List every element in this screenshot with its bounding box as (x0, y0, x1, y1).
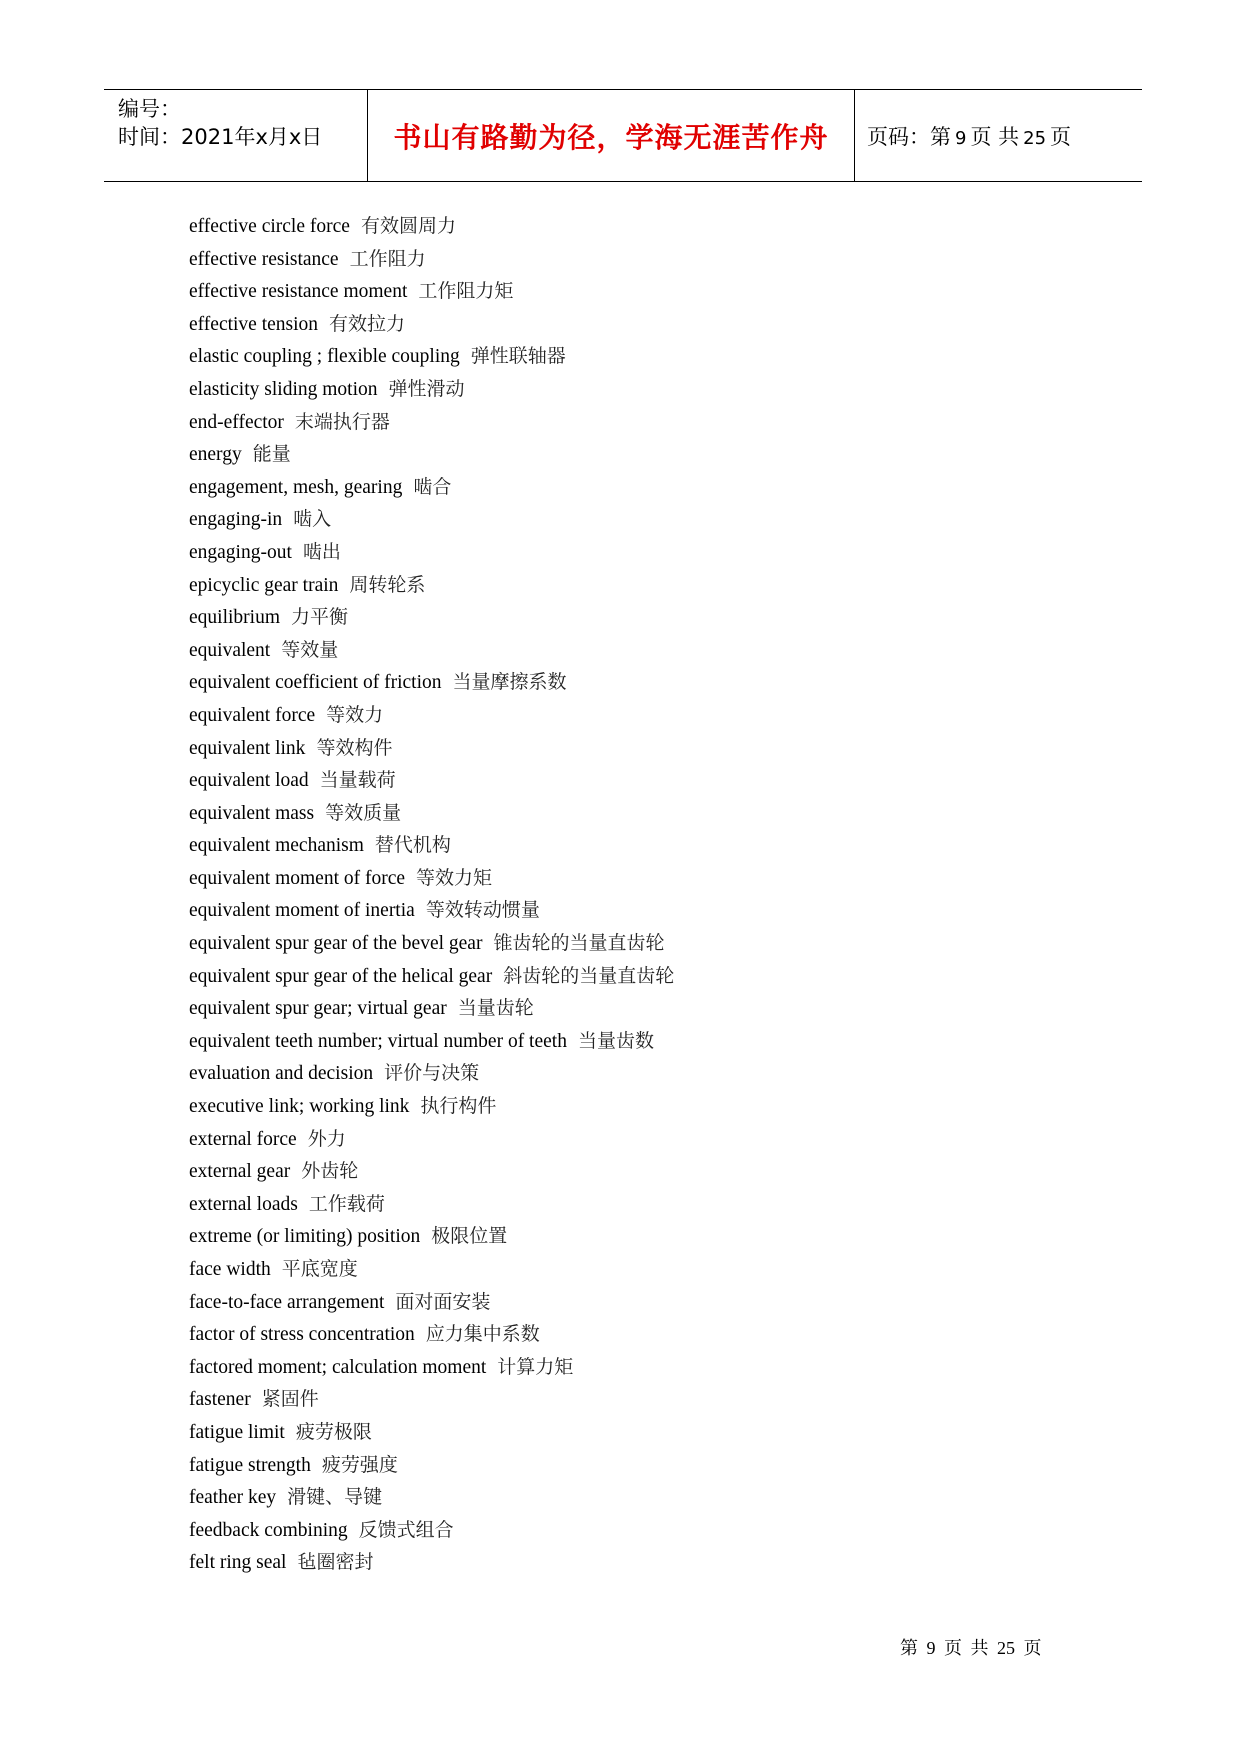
footer-prefix: 第 (900, 1638, 918, 1658)
glossary-entry (189, 1449, 1089, 1482)
term-english: equivalent load (189, 770, 309, 792)
term-english: equivalent link (189, 737, 306, 759)
glossary-entry (189, 503, 1089, 536)
term-english: feedback combining (189, 1519, 348, 1541)
term-chinese: 弹性滑动 (388, 377, 465, 400)
term-english: elasticity sliding motion (189, 378, 378, 400)
header-table (104, 89, 1142, 182)
glossary-entry (189, 1383, 1089, 1416)
glossary-list (189, 210, 1089, 1579)
term-chinese: 等效力矩 (416, 866, 493, 889)
glossary-entry (189, 1220, 1089, 1253)
footer-suffix: 页 (1023, 1638, 1042, 1658)
term-english: equivalent coefficient of friction (189, 672, 442, 694)
glossary-entry (189, 1481, 1089, 1514)
glossary-entry (189, 601, 1089, 634)
term-english: evaluation and decision (189, 1063, 374, 1085)
term-english: executive link; working link (189, 1096, 410, 1118)
glossary-entry (189, 634, 1089, 667)
term-chinese: 力平衡 (291, 606, 349, 629)
glossary-entry (189, 1025, 1089, 1058)
term-english: face-to-face arrangement (189, 1291, 385, 1313)
term-chinese: 等效构件 (316, 736, 393, 759)
term-english: equivalent spur gear of the bevel gear (189, 933, 483, 955)
glossary-entry (189, 699, 1089, 732)
term-chinese: 执行构件 (420, 1095, 497, 1118)
term-english: equivalent spur gear of the helical gear (189, 965, 493, 987)
glossary-entry (189, 764, 1089, 797)
term-chinese: 平底宽度 (281, 1258, 358, 1280)
term-chinese: 面对面安装 (395, 1290, 491, 1313)
glossary-entry (189, 243, 1089, 276)
term-chinese: 工作阻力 (349, 247, 426, 270)
term-chinese: 能量 (252, 443, 291, 466)
term-chinese: 有效圆周力 (360, 215, 456, 237)
document-time-label: 时间：2021年x月x日 (118, 125, 323, 149)
glossary-entry (189, 340, 1089, 373)
term-english: fatigue limit (189, 1421, 285, 1443)
glossary-entry (189, 1090, 1089, 1123)
footer-mid: 页 共 (944, 1638, 989, 1658)
term-english: engaging-in (189, 509, 283, 531)
glossary-entry (189, 927, 1089, 960)
glossary-entry (189, 1188, 1089, 1221)
term-english: energy (189, 444, 242, 466)
term-english: external loads (189, 1193, 298, 1215)
term-english: engaging-out (189, 541, 292, 563)
term-chinese: 极限位置 (431, 1225, 508, 1248)
header-page-prefix: 页码：第 (867, 124, 951, 149)
term-english: elastic coupling ; flexible coupling (189, 346, 460, 368)
glossary-entry (189, 569, 1089, 602)
header-page-current: 9 (955, 127, 967, 149)
term-english: equivalent teeth number; virtual number of teeth (189, 1030, 567, 1052)
glossary-entry (189, 1057, 1089, 1090)
term-chinese: 啮合 (413, 475, 452, 498)
document-number-label: 编号： (118, 97, 181, 121)
header-page-total: 25 (1023, 127, 1047, 149)
glossary-entry (189, 1318, 1089, 1351)
glossary-entry (189, 894, 1089, 927)
term-chinese: 替代机构 (374, 834, 451, 857)
term-chinese: 当量齿轮 (457, 997, 534, 1020)
glossary-entry (189, 1416, 1089, 1449)
term-english: engagement, mesh, gearing (189, 476, 403, 498)
term-chinese: 啮入 (293, 508, 332, 531)
header-page-mid: 页 共 (970, 124, 1020, 149)
term-english: equivalent (189, 639, 271, 661)
term-english: extreme (or limiting) position (189, 1226, 421, 1248)
term-english: epicyclic gear train (189, 574, 339, 596)
term-english: fatigue strength (189, 1454, 311, 1476)
term-english: face width (189, 1259, 271, 1280)
term-english: equivalent mechanism (189, 835, 364, 857)
term-chinese: 弹性联轴器 (470, 345, 566, 368)
header-page-code (867, 121, 1071, 151)
term-chinese: 有效拉力 (329, 312, 406, 335)
term-english: effective circle force (189, 216, 350, 237)
term-chinese: 等效力 (326, 703, 384, 726)
term-chinese: 反馈式组合 (358, 1518, 454, 1541)
term-english: equivalent moment of force (189, 867, 406, 889)
header-info-cell (104, 90, 367, 181)
term-english: end-effector (189, 411, 284, 433)
term-chinese: 紧固件 (261, 1388, 319, 1411)
term-chinese: 疲劳强度 (321, 1453, 398, 1476)
term-english: felt ring seal (189, 1552, 287, 1574)
term-chinese: 等效量 (281, 638, 339, 661)
glossary-entry (189, 536, 1089, 569)
glossary-entry (189, 666, 1089, 699)
term-english: equivalent mass (189, 802, 315, 824)
term-english: factor of stress concentration (189, 1324, 415, 1346)
glossary-entry (189, 960, 1089, 993)
term-english: fastener (189, 1389, 251, 1411)
term-chinese: 工作阻力矩 (418, 280, 514, 303)
term-english: effective resistance (189, 248, 339, 270)
glossary-entry (189, 1286, 1089, 1319)
term-chinese: 等效质量 (325, 801, 402, 824)
term-chinese: 疲劳极限 (295, 1420, 372, 1443)
term-chinese: 外力 (307, 1127, 346, 1150)
term-english: equivalent spur gear; virtual gear (189, 998, 447, 1020)
glossary-entry (189, 406, 1089, 439)
term-chinese: 当量摩擦系数 (452, 671, 567, 694)
header-page-suffix: 页 (1050, 124, 1072, 149)
term-chinese: 等效转动惯量 (425, 899, 540, 922)
term-chinese: 评价与决策 (384, 1062, 480, 1085)
glossary-entry (189, 732, 1089, 765)
glossary-entry (189, 862, 1089, 895)
term-english: equivalent force (189, 704, 316, 726)
term-english: equivalent moment of inertia (189, 900, 415, 922)
term-chinese: 当量载荷 (319, 769, 396, 792)
term-chinese: 计算力矩 (497, 1355, 574, 1378)
glossary-entry (189, 829, 1089, 862)
term-chinese: 啮出 (302, 540, 341, 563)
glossary-entry (189, 1155, 1089, 1188)
glossary-entry (189, 471, 1089, 504)
glossary-entry (189, 1351, 1089, 1384)
term-english: external gear (189, 1161, 291, 1183)
glossary-entry (189, 373, 1089, 406)
glossary-entry (189, 438, 1089, 471)
term-english: effective resistance moment (189, 281, 408, 303)
glossary-entry (189, 1123, 1089, 1156)
term-chinese: 外齿轮 (301, 1160, 359, 1183)
term-english: feather key (189, 1487, 277, 1509)
term-chinese: 工作载荷 (308, 1192, 385, 1215)
header-page-cell (855, 90, 1142, 181)
glossary-entry (189, 210, 1089, 243)
glossary-entry (189, 1546, 1089, 1579)
term-chinese: 末端执行器 (294, 410, 390, 433)
glossary-entry (189, 275, 1089, 308)
glossary-entry (189, 992, 1089, 1025)
page-footer (900, 1634, 1042, 1660)
glossary-entry (189, 1253, 1089, 1286)
glossary-entry (189, 797, 1089, 830)
footer-current-page: 9 (926, 1638, 936, 1658)
term-chinese: 当量齿数 (577, 1029, 654, 1052)
term-chinese: 锥齿轮的当量直齿轮 (493, 932, 665, 955)
footer-total-pages: 25 (997, 1638, 1015, 1658)
term-chinese: 斜齿轮的当量直齿轮 (503, 964, 675, 987)
term-english: effective tension (189, 313, 319, 335)
term-english: external force (189, 1128, 297, 1150)
term-english: factored moment; calculation moment (189, 1356, 487, 1378)
glossary-entry (189, 1514, 1089, 1547)
term-chinese: 毡圈密封 (297, 1551, 374, 1574)
term-english: equilibrium (189, 607, 280, 629)
glossary-entry (189, 308, 1089, 341)
term-chinese: 应力集中系数 (425, 1323, 540, 1346)
term-chinese: 周转轮系 (349, 573, 426, 596)
term-chinese: 滑键、导键 (287, 1486, 383, 1509)
motto-text: 书山有路勤为径，学海无涯苦作舟 (393, 120, 829, 154)
header-motto-cell (367, 90, 855, 181)
